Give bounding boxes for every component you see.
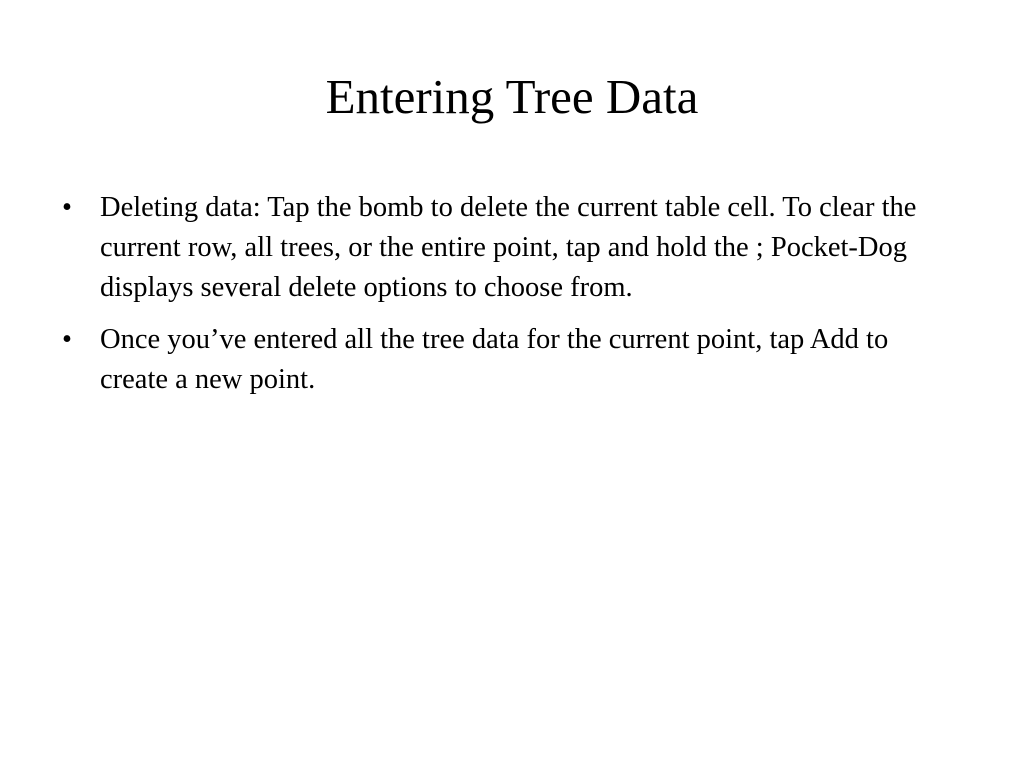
bullet-icon: • bbox=[62, 192, 72, 223]
bullet-item bbox=[60, 188, 960, 308]
bullet-icon: • bbox=[62, 324, 72, 355]
bullet-item bbox=[60, 320, 960, 400]
bullet-list bbox=[60, 188, 960, 412]
bullet-text: Deleting data: Tap the bomb to delete the current table cell. To clear the current row, all trees, or the entire point, tap and hold the ; Pocket-Dog displays several delete options to choose from. bbox=[100, 192, 917, 303]
slide-title: Entering Tree Data bbox=[325, 69, 699, 124]
bullet-text: Once you’ve entered all the tree data for the current point, tap Add to create a new point. bbox=[100, 324, 889, 395]
